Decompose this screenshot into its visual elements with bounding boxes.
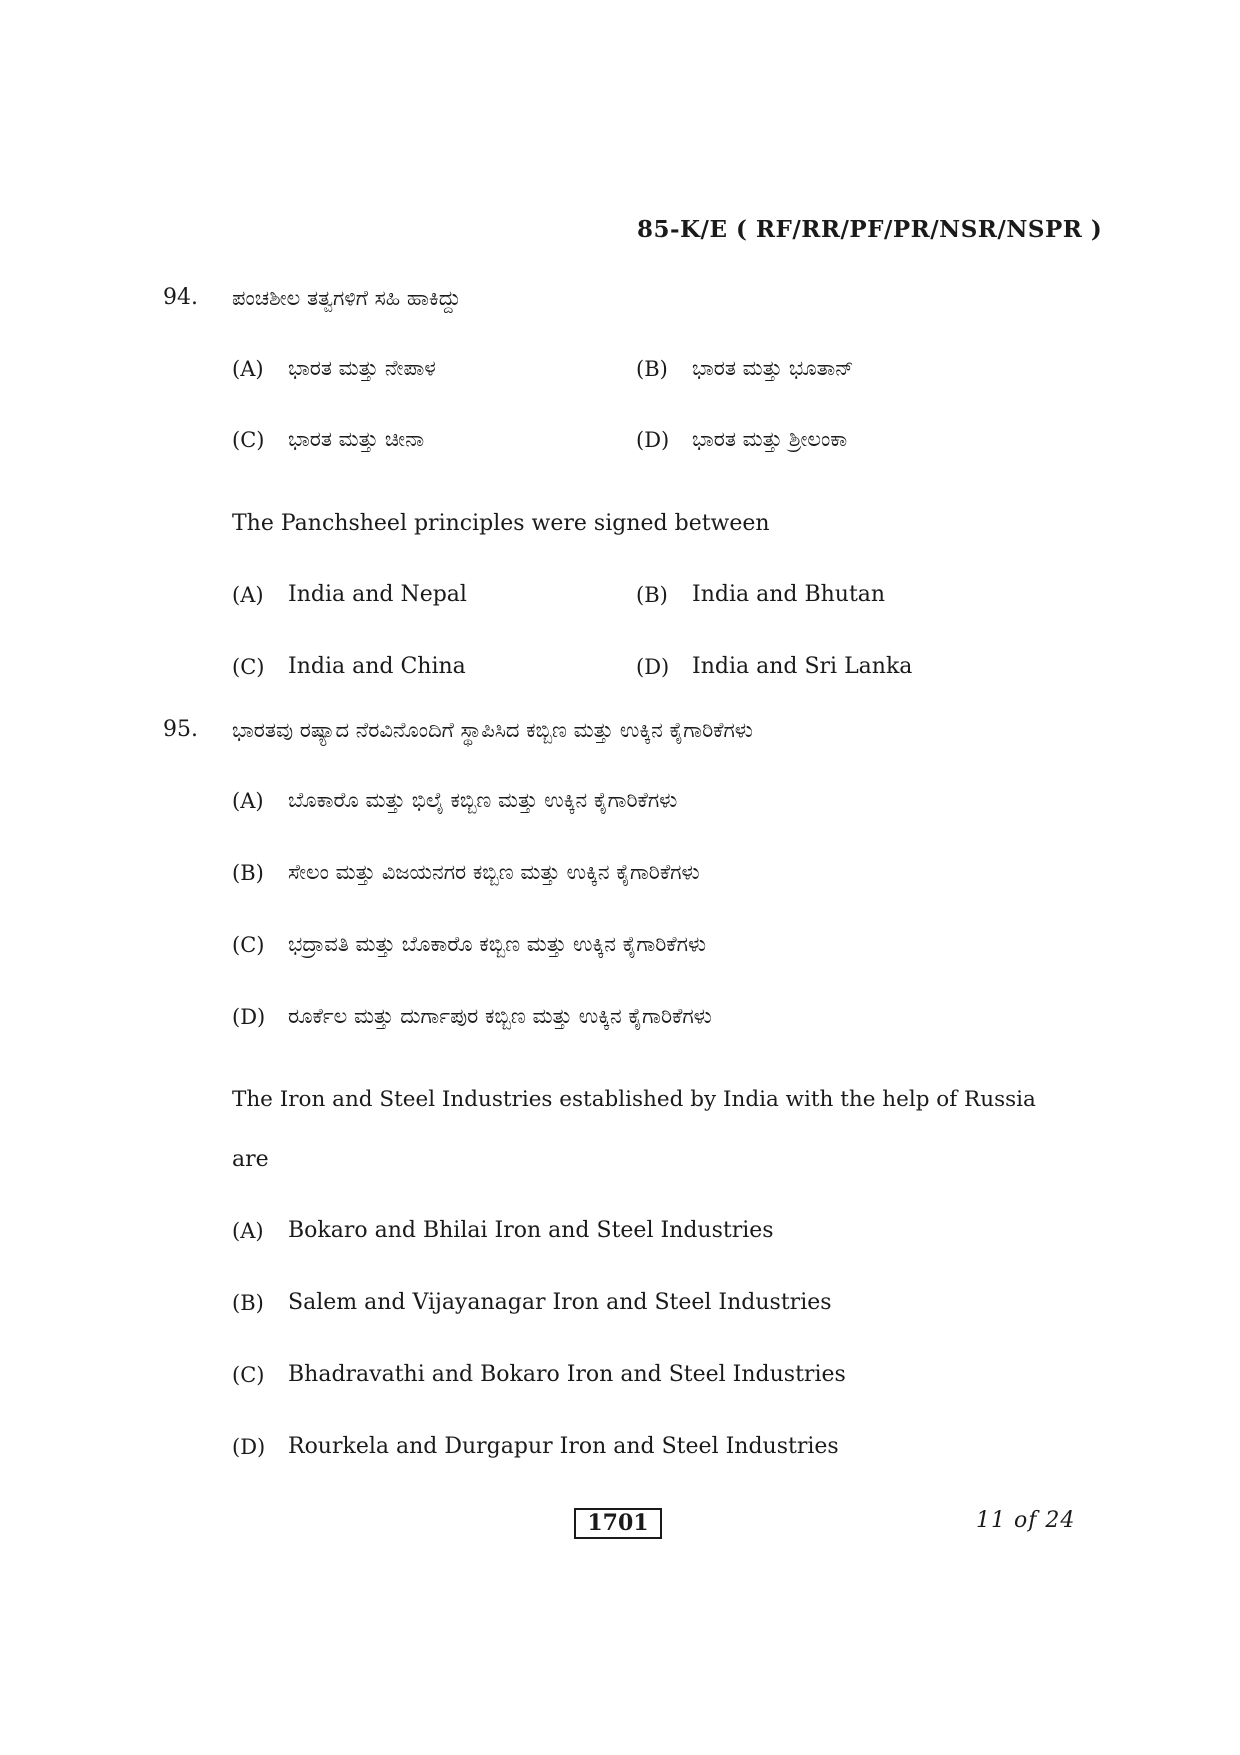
q94-en-option-d-text: India and Sri Lanka xyxy=(692,654,913,679)
q95-kn-option-b-text: ಸೇಲಂ ಮತ್ತು ವಿಜಯನಗರ ಕಬ್ಬಿಣ ಮತ್ತು ಉಕ್ಕಿನ ಕೈಗಾರಿಕೆಗಳು xyxy=(288,860,700,884)
q94-en-option-d-label: (D) xyxy=(636,655,670,679)
question-number-94: 94. xyxy=(163,285,198,310)
q95-en-option-c-label: (C) xyxy=(232,1363,265,1387)
q95-kn-option-d-label: (D) xyxy=(232,1005,266,1029)
q95-kannada-stem: ಭಾರತವು ರಷ್ಯಾದ ನೆರವಿನೊಂದಿಗೆ ಸ್ಥಾಪಿಸಿದ ಕಬ್ಬಿಣ ಮತ್ತು ಉಕ್ಕಿನ ಕೈಗಾರಿಕೆಗಳು xyxy=(232,718,753,742)
q94-kannada-stem: ಪಂಚಶೀಲ ತತ್ವಗಳಿಗೆ ಸಹಿ ಹಾಕಿದ್ದು xyxy=(232,286,461,310)
q95-en-option-a-label: (A) xyxy=(232,1219,264,1243)
q95-kn-option-a-text: ಬೊಕಾರೊ ಮತ್ತು ಭಿಲೈ ಕಬ್ಬಿಣ ಮತ್ತು ಉಕ್ಕಿನ ಕೈಗಾರಿಕೆಗಳು xyxy=(288,788,678,812)
q95-kn-option-d-text: ರೂರ್ಕೆಲ ಮತ್ತು ದುರ್ಗಾಪುರ ಕಬ್ಬಿಣ ಮತ್ತು ಉಕ್ಕಿನ ಕೈಗಾರಿಕೆಗಳು xyxy=(288,1004,712,1028)
booklet-code-box: 1701 xyxy=(574,1508,662,1539)
q95-en-option-d-text: Rourkela and Durgapur Iron and Steel Industries xyxy=(288,1434,839,1459)
q95-english-stem-line1: The Iron and Steel Industries established by India with the help of Russia xyxy=(232,1087,1036,1112)
q95-kn-option-c-text: ಭದ್ರಾವತಿ ಮತ್ತು ಬೊಕಾರೊ ಕಬ್ಬಿಣ ಮತ್ತು ಉಕ್ಕಿನ ಕೈಗಾರಿಕೆಗಳು xyxy=(288,932,707,956)
q94-kn-option-d-label: (D) xyxy=(636,428,670,452)
q94-kn-option-b-label: (B) xyxy=(636,357,668,381)
q94-kn-option-d-text: ಭಾರತ ಮತ್ತು ಶ್ರೀಲಂಕಾ xyxy=(692,427,848,451)
q94-kn-option-a-text: ಭಾರತ ಮತ್ತು ನೇಪಾಳ xyxy=(288,356,436,380)
q95-en-option-c-text: Bhadravathi and Bokaro Iron and Steel Industries xyxy=(288,1362,846,1387)
question-number-95: 95. xyxy=(163,717,198,742)
q95-kn-option-a-label: (A) xyxy=(232,789,264,813)
q95-en-option-b-label: (B) xyxy=(232,1291,264,1315)
q94-en-option-c-text: India and China xyxy=(288,654,466,679)
q95-kn-option-c-label: (C) xyxy=(232,933,265,957)
q94-en-option-b-label: (B) xyxy=(636,583,668,607)
paper-code-header: 85-K/E ( RF/RR/PF/PR/NSR/NSPR ) xyxy=(637,216,1103,243)
q95-en-option-a-text: Bokaro and Bhilai Iron and Steel Industries xyxy=(288,1218,774,1243)
q94-english-stem: The Panchsheel principles were signed between xyxy=(232,511,770,536)
q94-en-option-b-text: India and Bhutan xyxy=(692,582,886,607)
q95-en-option-d-label: (D) xyxy=(232,1435,266,1459)
q94-kn-option-b-text: ಭಾರತ ಮತ್ತು ಭೂತಾನ್ xyxy=(692,356,854,380)
q95-english-stem-line2: are xyxy=(232,1147,269,1172)
q94-kn-option-c-text: ಭಾರತ ಮತ್ತು ಚೀನಾ xyxy=(288,427,425,451)
q94-en-option-a-text: India and Nepal xyxy=(288,582,467,607)
q94-kn-option-c-label: (C) xyxy=(232,428,265,452)
q94-en-option-c-label: (C) xyxy=(232,655,265,679)
q94-en-option-a-label: (A) xyxy=(232,583,264,607)
q94-kn-option-a-label: (A) xyxy=(232,357,264,381)
q95-en-option-b-text: Salem and Vijayanagar Iron and Steel Industries xyxy=(288,1290,832,1315)
page-number: 11 of 24 xyxy=(976,1508,1076,1533)
q95-kn-option-b-label: (B) xyxy=(232,861,264,885)
